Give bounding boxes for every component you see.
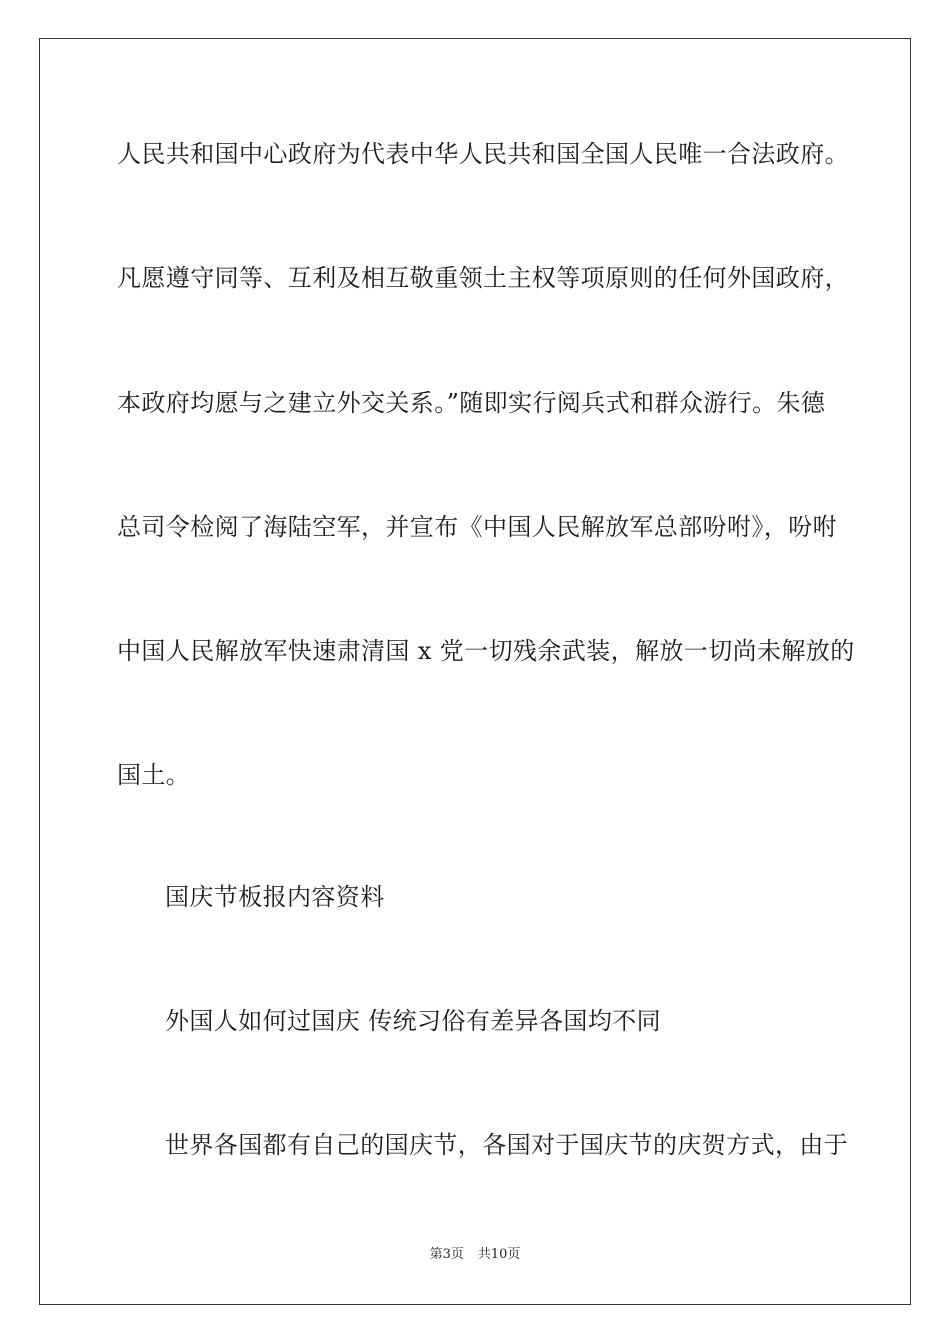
text-line-3: 本政府均愿与之建立外交关系。”随即实行阅兵式和群众游行。朱德 [117,389,826,417]
section-heading-1: 国庆节板报内容资料 [165,883,385,911]
text-line-2: 凡愿遵守同等、互利及相互敬重领土主权等项原则的任何外国政府， [117,264,849,292]
text-line-6: 国土。 [117,761,191,789]
text-line-5: 中国人民解放军快速肃清国 x 党一切残余武装，解放一切尚未解放的 [117,637,855,665]
page-border [39,38,911,1305]
text-line-1: 人民共和国中心政府为代表中华人民共和国全国人民唯一合法政府。 [117,140,849,168]
page-number-current: 第3页 [429,1247,464,1262]
page-footer [0,1246,950,1264]
section-heading-2: 外国人如何过国庆 传统习俗有差异各国均不同 [165,1007,662,1035]
page-number-total: 共10页 [477,1247,521,1262]
paragraph-start: 世界各国都有自己的国庆节，各国对于国庆节的庆贺方式，由于 [165,1131,849,1159]
text-line-4: 总司令检阅了海陆空军，并宣布《中国人民解放军总部吩咐》，吩咐 [117,513,837,541]
